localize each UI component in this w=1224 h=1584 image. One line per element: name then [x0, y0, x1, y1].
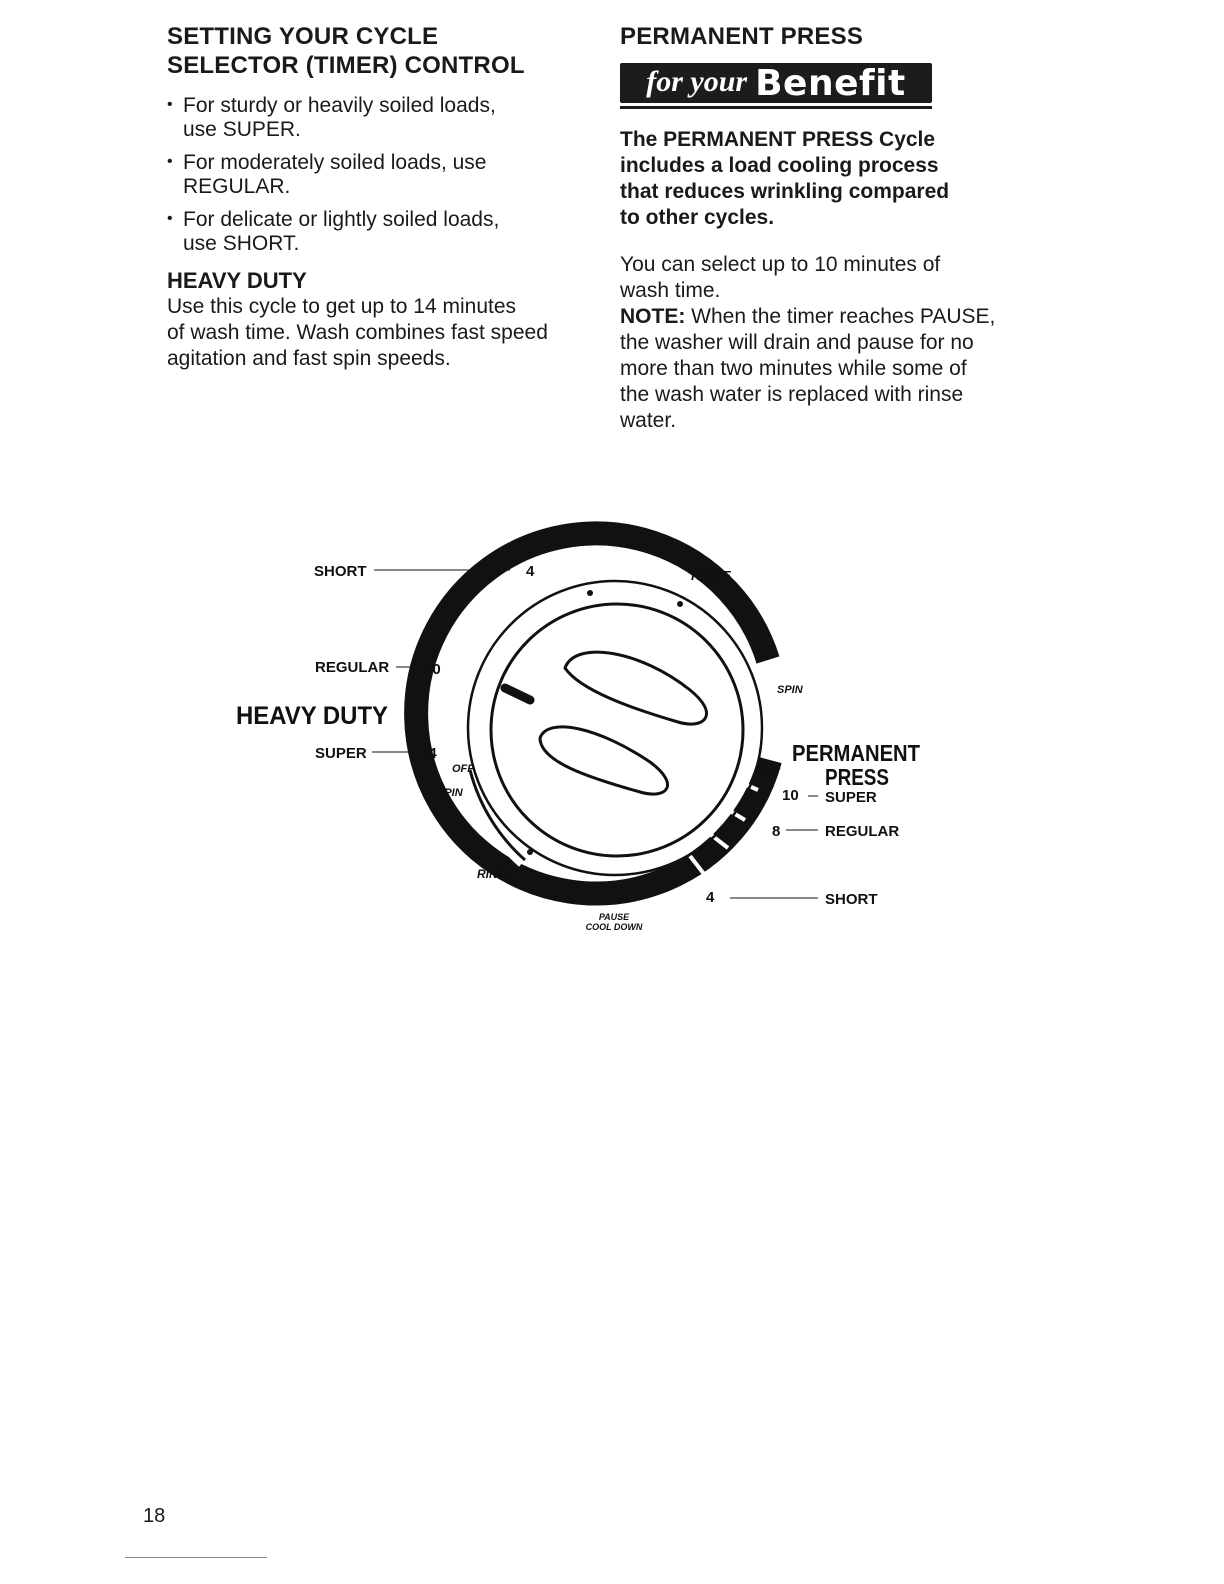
bullet-item-super: • For sturdy or heavily soiled loads, use SUPER. — [167, 94, 496, 141]
pp-num-10: 10 — [782, 787, 799, 804]
bottom-rinse-label: RINSE — [477, 867, 514, 881]
page-number: 18 — [143, 1505, 166, 1527]
pause-label: PAUSE — [598, 912, 630, 922]
title-line-2: SELECTOR (TIMER) CONTROL — [167, 52, 525, 79]
permanent-press-bold-text: The PERMANENT PRESS Cycle includes a load cooling process that reduces wrinkling compared to other cycles. — [620, 128, 950, 229]
heavy-duty-heading: HEAVY DUTY — [167, 268, 307, 293]
title-line-1: SETTING YOUR CYCLE — [167, 23, 439, 50]
bullet-item-short: • For delicate or lightly soiled loads, use SHORT. — [167, 208, 500, 255]
permanent-press-select-text: You can select up to 10 minutes of wash time. — [620, 253, 941, 302]
ring-marker-right — [677, 601, 683, 607]
section-title-permanent-press: PERMANENT PRESS — [620, 23, 864, 50]
pp-dial-label-line2: PRESS — [825, 764, 889, 790]
hd-regular-label: REGULAR — [315, 659, 390, 676]
pp-dial-label-line1: PERMANENT — [792, 740, 920, 766]
top-rinse-label: RINSE — [691, 568, 731, 583]
pp-num-8: 8 — [772, 823, 781, 840]
left-spin-label: SPIN — [437, 787, 463, 799]
hd-num-4: 4 — [526, 563, 535, 580]
dial-face — [491, 604, 743, 856]
heavy-duty-dial-label: HEAVY DUTY — [236, 702, 389, 730]
benefit-word: Benefit — [755, 62, 906, 104]
hd-super-label: SUPER — [315, 745, 367, 762]
pp-super-label: SUPER — [825, 789, 877, 806]
ring-marker-top — [587, 590, 593, 596]
pp-regular-label: REGULAR — [825, 823, 900, 840]
bullet-item-regular: • For moderately soiled loads, use REGULAR. — [167, 151, 487, 198]
hd-num-14: 14 — [420, 745, 437, 762]
note-label: NOTE: — [620, 305, 686, 328]
left-off-label: OFF — [452, 763, 474, 775]
pp-short-label: SHORT — [825, 891, 878, 908]
right-off-label: OFF — [759, 763, 781, 775]
note-paragraph: NOTE: When the timer reaches PAUSE, the washer will drain and pause for no more than two minutes while some of the wash water is replaced with rinse water. — [620, 305, 996, 432]
hd-num-10: 10 — [424, 661, 441, 678]
benefit-prefix: for your — [646, 65, 748, 98]
bullet-icon: • — [167, 210, 173, 227]
pp-num-4: 4 — [706, 889, 715, 906]
right-spin-label: SPIN — [777, 684, 803, 696]
cool-down-label: COOL DOWN — [585, 922, 643, 932]
hd-short-label: SHORT — [314, 563, 367, 580]
heavy-duty-text: Use this cycle to get up to 14 minutes of wash time. Wash combines fast speed agitation and fast spin speeds. — [167, 295, 548, 370]
bullet-icon: • — [167, 153, 173, 170]
bullet-icon: • — [167, 96, 173, 113]
footer-rule — [125, 1557, 267, 1558]
ring-marker-bottom — [527, 849, 533, 855]
